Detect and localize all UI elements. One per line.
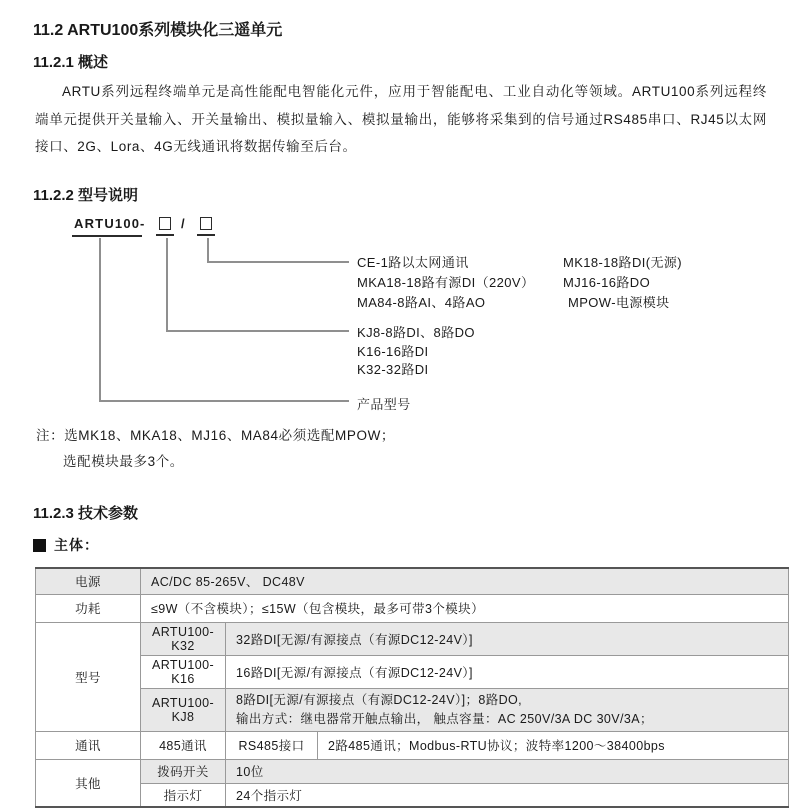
model-number-diagram <box>0 210 800 415</box>
connector-line-product-vertical <box>99 238 101 401</box>
model-name-cell: ARTU100-K16 <box>141 655 226 688</box>
module-slot-box-icon <box>200 217 212 230</box>
model-heading: 11.2.2 型号说明 <box>33 187 139 204</box>
connector-line-slot1-vertical <box>166 238 168 331</box>
main-options-column <box>357 324 475 380</box>
overview-paragraph: ARTU系列远程终端单元是高性能配电智能化元件，应用于智能配电、工业自动化等领域。ARTU100系列远程终端单元提供开关量输入、开关量输出、模拟量输入、模拟量输出，能够将采集到的信号通过RS485串口、RJ45以太网接口、2G、Lora、4G无线通讯将数据传输至后台。 <box>35 84 767 154</box>
comm-port-cell: RS485接口 <box>226 731 318 759</box>
model-label-cell: 型号 <box>36 622 141 731</box>
module-option-label: MPOW-电源模块 <box>568 295 670 310</box>
module-slot-box-icon <box>159 217 171 230</box>
module-option-label: MA84-8路AI、4路AO <box>357 295 486 310</box>
product-type-label: 产品型号 <box>357 397 411 412</box>
square-bullet-icon <box>33 539 46 552</box>
main-option-label: K16-16路DI <box>357 343 429 359</box>
model-base-code: ARTU100 <box>72 216 142 237</box>
dip-switch-label-cell: 拨码开关 <box>141 759 226 783</box>
module-options-left-column <box>357 253 534 313</box>
comm-label-cell: 通讯 <box>36 731 141 759</box>
specs-subtitle-label: 主体： <box>54 537 99 553</box>
model-slash-separator: / <box>181 216 185 231</box>
power-label-cell: 电源 <box>36 568 141 594</box>
section-heading: 11.2 ARTU100系列模块化三遥单元 <box>33 22 283 39</box>
module-option-label: CE-1路以太网通讯 <box>357 255 469 270</box>
model-desc-line-1: 8路DI[无源/有源接点（有源DC12-24V）]；8路DO, <box>236 692 523 707</box>
indicator-value-cell: 24个指示灯 <box>226 783 789 807</box>
model-name-cell: ARTU100-KJ8 <box>141 688 226 731</box>
model-dash-separator: - <box>140 216 145 231</box>
indicator-label-cell: 指示灯 <box>141 783 226 807</box>
dip-switch-value-cell: 10位 <box>226 759 789 783</box>
specs-table <box>35 567 789 808</box>
model-desc-cell: 16路DI[无源/有源接点（有源DC12-24V）] <box>226 655 789 688</box>
connector-line-slot2-horizontal <box>207 261 349 263</box>
consumption-label-cell: 功耗 <box>36 594 141 622</box>
main-option-label: KJ8-8路DI、8路DO <box>357 325 475 340</box>
other-label-cell: 其他 <box>36 759 141 807</box>
module-options-right-column <box>563 253 682 313</box>
consumption-value-cell: ≤9W（不含模块）；≤15W（包含模块，最多可带3个模块） <box>141 594 789 622</box>
main-option-label: K32-32路DI <box>357 362 429 377</box>
module-option-label: MK18-18路DI(无源) <box>563 255 683 270</box>
model-note-line-2: 选配模块最多3个。 <box>63 454 184 469</box>
connector-line-slot2-vertical <box>207 238 209 262</box>
model-note-line-1: 注：选MK18、MKA18、MJ16、MA84必须选配MPOW； <box>36 428 396 443</box>
module-slot-2 <box>197 216 215 236</box>
comm-desc-cell: 2路485通讯；Modbus-RTU协议；波特率1200～38400bps <box>318 731 789 759</box>
model-name-cell: ARTU100-K32 <box>141 622 226 655</box>
model-desc-cell: 32路DI[无源/有源接点（有源DC12-24V）] <box>226 622 789 655</box>
module-slot-1 <box>156 216 174 236</box>
specs-subtitle <box>33 535 99 555</box>
specs-heading: 11.2.3 技术参数 <box>33 505 139 522</box>
overview-heading: 11.2.1 概述 <box>33 54 109 71</box>
module-option-label: MKA18-18路有源DI（220V） <box>357 275 535 290</box>
model-desc-cell <box>226 688 789 731</box>
comm-type-cell: 485通讯 <box>141 731 226 759</box>
power-value-cell: AC/DC 85-265V、 DC48V <box>141 568 789 594</box>
connector-line-slot1-horizontal <box>166 330 349 332</box>
connector-line-product-horizontal <box>99 400 349 402</box>
module-option-label: MJ16-16路DO <box>563 275 651 290</box>
model-desc-line-2: 输出方式：继电器常开触点输出， 触点容量：AC 250V/3A DC 30V/3A； <box>236 711 653 726</box>
